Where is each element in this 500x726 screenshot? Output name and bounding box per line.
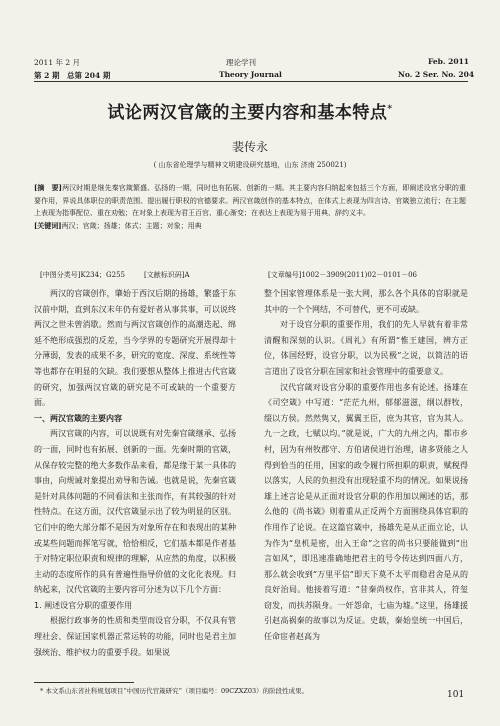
header-date: 2011 年 2 月 [34,58,81,67]
header-journal-cn: 理论学刊 [226,58,256,67]
author-affiliation: ( 山东省伦理学与精神文明建设研究基地，山东 济南 250021) [153,161,347,169]
header-issue-cn: 第 2 期 总第 204 期 [34,71,111,80]
page-number: 101 [447,690,465,700]
body-paragraph: 整个国家管理体系是一张大网，那么各个具体的官职就是其中的一个个网结，不可替代，更不可或缺。 [264,289,468,314]
document-code: [文献标识码]A [144,271,190,279]
subsection-heading: 1. 阐述设官分职的重要作用 [34,600,133,610]
body-paragraph: 两汉官箴的内容，可以说既有对先秦官箴继承、弘扬的一面，同时也有拓展、创新的一面。先秦时期的官箴，从保存较完整的绝大多数作品来看，都是缘于某一具体的事由，向规诫对象提出劝导和告诫。也就是说，先秦官箴是针对具体问题的不同看法和主张而作，有其较强的针对性特点。在这方面，汉代官箴显示出了较为明显的区别。它们中的绝大部分都不是因为对象所存在和表现出的某种或某些问题而挥笔写就，恰恰相反，它们基本都是作者基于对特定职位职责和规律的理解，从应然的角度，以积极主动的态度所作的具有普遍性指导价值的文化化表现。归纳起来，汉代官箴的主要内容可分述为以下几个方面： [34,429,236,595]
header-journal-en: Theory Journal [219,70,282,79]
clc-number: [中图分类号]K234；G255 [40,271,126,279]
body-right-column [264,286,468,645]
article-author: 裴传永 [231,140,268,154]
body-paragraph: 汉代官箴对设官分职的重要作用也多有论述。扬雄在《司空箴》中写道：“茫茫九州，郁郁滋滋，纲以群牧，缀以方侯。然然隽又，翼翼王臣，庶为其官，官为其人。九一之政，七赋以均。”就是说，广大的九州之内，都市乡村，因为有州牧郡守、方伯诸侯进行治理，诸多贤能之人得到恰当的任用，国家的政令履行所担职的职责，赋税得以落实，人民的负担没有出现轻重不均的情况。如果说扬雄上述言论是从正面对设官分职的作用加以阐述的话，那么他的《尚书箴》则着重从正反两个方面围绕具体官职的作用作了论说。在这篇官箴中，扬雄先是从正面立论，认为作为“皇机是密，出入王命”之官的尚书只要能做到“出言如风”，即迅速准确地把君主的号令传达到四面八方，那么就会收到“万里平信”即天下莫不太平而稳君舍是从的良好治局。他接着写道：“昔秦尚权作，官非其人，符玺窃发，而扶苏陨身。一奸怨命，七庙为墟。”这里，扬雄援引赵高祸秦的故事以为反证。史载，秦始皇统一中国后，任命宦者赵高为 [264,382,468,642]
abstract [34,182,466,232]
header-issue-en: No. 2 Ser. No. 204 [398,70,475,79]
footnote-rule [34,682,134,683]
abstract-label: [摘 要] [34,183,62,192]
header-rule [34,81,468,82]
body-left-column [34,286,236,660]
header-date-en: Feb. 2011 [428,57,470,66]
body-paragraph: 对于设官分职的重要作用，我们的先人早就有着非常清醒和深刻的认识。《周礼》有所谓“惟王建国，辨方正位，体国经野，设官分职，以为民极”之说，以简洁的语言道出了设官分职在国家和社会管理中的重要意义。 [264,320,468,376]
abstract-text: 两汉时期是继先秦官箴繁盛、弘扬的一期，同时也有拓展、创新的一期。其主要内容归纳起来包括三个方面，即阐述设官分职的重要作用，界说具体职位的职责范围、提出履行职权的官德要求。两汉官箴创作的基本特点，在体式上表现为四言诗、官箴独立流行；在主题上表现为指事配位、重在劝勉；在对象上表现为君王百官、重心渐变；在表达上表现为易于用典、辞约义丰。 [34,184,467,217]
section-heading: 一、两汉官箴的主要内容 [34,413,122,423]
body-paragraph: 两汉的官箴创作，肇始于西汉后期的扬雄，繁盛于东汉前中期，直到东汉末年仍有爱好者从事其事，可以说终两汉之世未曾消歇。然而与两汉官箴创作的高潮迭起、绵延不绝形成强烈的反差，当今学界的专题研究开展得却十分薄弱，发表的成果不多，研究的宽度、深度、系统性等等也都存在明显的欠缺。我们要想从整体上推进古代官箴的研究，加强两汉官箴的研究是不可或缺的一个重要方面。 [34,289,236,408]
keywords: 两汉；官箴；扬雄；体式；主题；对象；用典 [61,221,202,230]
article-title: 试论两汉官箴的主要内容和基本特点* [107,103,393,123]
body-paragraph: 根据行政事务的性质和类型而设官分职，不仅具有管理社会、保证国家机器正常运转的功能，同时也是君主加强统治、维护权力的重要手段。如果说 [34,616,236,657]
keywords-label: [关键词] [34,220,62,230]
footnote: * 本文系山东省社科规划项目“中国历代官箴研究”（项目编号：09CZXZ03）的阶段性成果。 [40,687,309,695]
article-number: [文章编号]1002－3909(2011)02－0101－06 [268,271,418,279]
